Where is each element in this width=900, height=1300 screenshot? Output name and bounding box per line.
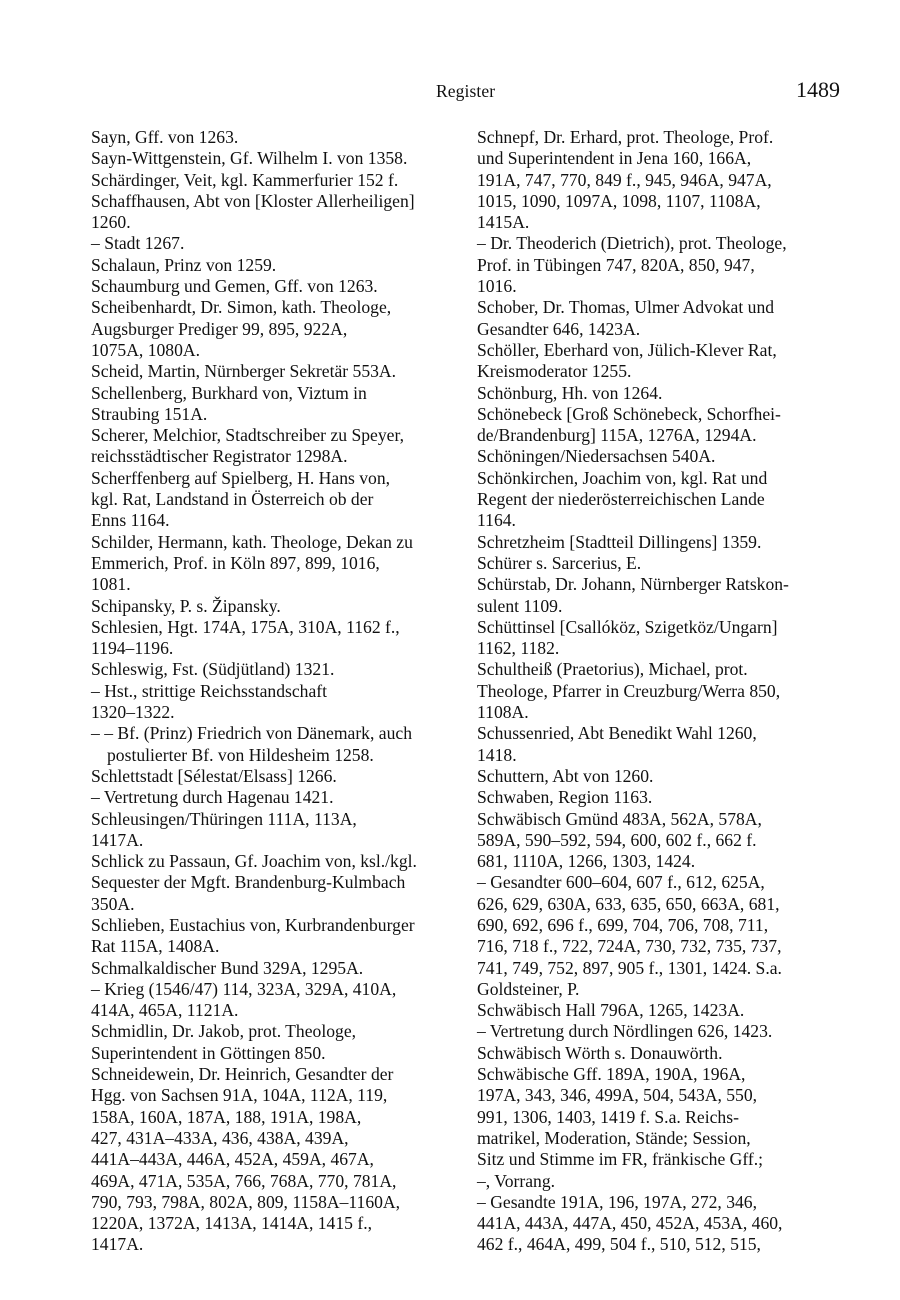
index-entry	[91, 468, 463, 532]
index-entry	[477, 574, 849, 617]
index-entry-line: Straubing 151A.	[91, 403, 208, 424]
index-entry-line: Scherffenberg auf Spielberg, H. Hans von,	[91, 467, 391, 488]
index-entry-line: Schürstab, Dr. Johann, Nürnberger Ratskon-	[477, 574, 789, 595]
index-column-right	[477, 127, 849, 1256]
index-entry	[477, 233, 849, 297]
index-entry-line: 427, 431A–433A, 436, 438A, 439A,	[91, 1127, 349, 1148]
index-entry-line: Schalaun, Prinz von 1259.	[91, 254, 277, 275]
index-entry-line: Gesandter 646, 1423A.	[477, 318, 641, 339]
index-entry-line: Schellenberg, Burkhard von, Viztum in	[91, 382, 367, 403]
index-entry-line: 191A, 747, 770, 849 f., 945, 946A, 947A,	[477, 169, 772, 190]
index-entry	[477, 787, 849, 808]
index-entry	[477, 1064, 849, 1192]
index-entry-line: Rat 115A, 1408A.	[91, 936, 220, 957]
index-entry-line: 1108A.	[477, 702, 529, 723]
running-head	[0, 77, 900, 106]
index-entry	[477, 468, 849, 532]
index-entry-line: Schipansky, P. s. Žipansky.	[91, 595, 281, 616]
index-entry-line: 991, 1306, 1403, 1419 f. S.a. Reichs-	[477, 1106, 739, 1127]
index-entry-line: Schwaben, Region 1163.	[477, 787, 653, 808]
index-entry	[477, 1000, 849, 1021]
index-entry-line: 441A, 443A, 447A, 450, 452A, 453A, 460,	[477, 1213, 783, 1234]
index-entry	[91, 255, 463, 276]
index-entry-line: Schober, Dr. Thomas, Ulmer Advokat und	[477, 297, 775, 318]
index-entry-line: Schlick zu Passaun, Gf. Joachim von, ksl./kgl.	[91, 851, 417, 872]
index-entry-line: Sequester der Mgft. Brandenburg-Kulmbach	[91, 872, 406, 893]
index-entry	[91, 1064, 463, 1256]
index-entry-line: 469A, 471A, 535A, 766, 768A, 770, 781A,	[91, 1170, 397, 1191]
index-entry-line: 197A, 343, 346, 499A, 504, 543A, 550,	[477, 1085, 758, 1106]
index-entry	[477, 340, 849, 383]
index-entry-line: 414A, 465A, 1121A.	[91, 1000, 239, 1021]
index-entry	[91, 851, 463, 915]
index-entry	[477, 1043, 849, 1064]
index-entry-line: –, Vorrang.	[477, 1170, 556, 1191]
index-entry-line: 1075A, 1080A.	[91, 339, 200, 360]
index-entry-line: Schaumburg und Gemen, Gff. von 1263.	[91, 276, 378, 297]
index-entry-line: matrikel, Moderation, Stände; Session,	[477, 1127, 751, 1148]
index-entry-line: Schleusingen/Thüringen 111A, 113A,	[91, 808, 357, 829]
index-entry-line: 350A.	[91, 893, 135, 914]
index-entry-line: Schleswig, Fst. (Südjütland) 1321.	[91, 659, 335, 680]
index-entry-line: 589A, 590–592, 594, 600, 602 f., 662 f.	[477, 829, 757, 850]
index-entry-line: reichsstädtischer Registrator 1298A.	[91, 446, 348, 467]
index-entry	[91, 1021, 463, 1064]
index-entry-line: 741, 749, 752, 897, 905 f., 1301, 1424. S.a.	[477, 957, 782, 978]
index-entry	[91, 170, 463, 191]
index-entry-line: 1415A.	[477, 212, 530, 233]
index-entry-line: Prof. in Tübingen 747, 820A, 850, 947,	[477, 254, 755, 275]
index-entry-line: Superintendent in Göttingen 850.	[91, 1042, 326, 1063]
index-entry	[91, 383, 463, 426]
index-entry	[91, 233, 463, 254]
index-entry	[91, 659, 463, 680]
index-entry-line: Schultheiß (Praetorius), Michael, prot.	[477, 659, 748, 680]
index-entry	[91, 787, 463, 808]
index-entry-line: Schmidlin, Dr. Jakob, prot. Theologe,	[91, 1021, 357, 1042]
index-entry-line: Schmalkaldischer Bund 329A, 1295A.	[91, 957, 364, 978]
index-entry-line: 1417A.	[91, 829, 144, 850]
index-entry-line: Schöningen/Niedersachsen 540A.	[477, 446, 716, 467]
index-entry-line: Schlieben, Eustachius von, Kurbrandenburger	[91, 914, 415, 935]
index-entry-line: 1015, 1090, 1097A, 1098, 1107, 1108A,	[477, 190, 761, 211]
index-entry-line: Schwäbisch Hall 796A, 1265, 1423A.	[477, 1000, 745, 1021]
index-entry-line: Schnepf, Dr. Erhard, prot. Theologe, Prof.	[477, 127, 774, 147]
index-entry-line: 158A, 160A, 187A, 188, 191A, 198A,	[91, 1106, 362, 1127]
index-entry-line: – Hst., strittige Reichsstandschaft	[91, 680, 328, 701]
index-entry	[91, 276, 463, 297]
index-entry	[91, 958, 463, 979]
index-entry-line: Schuttern, Abt von 1260.	[477, 765, 654, 786]
index-entry-line: Sayn, Gff. von 1263.	[91, 127, 239, 147]
index-entry-line: Scheibenhardt, Dr. Simon, kath. Theologe,	[91, 297, 392, 318]
index-entry-line: 462 f., 464A, 499, 504 f., 510, 512, 515,	[477, 1234, 761, 1255]
index-entry-line: Kreismoderator 1255.	[477, 361, 632, 382]
index-entry-line: 1081.	[91, 574, 131, 595]
index-entry	[91, 809, 463, 852]
index-entry-line: Schlesien, Hgt. 174A, 175A, 310A, 1162 f.,	[91, 616, 400, 637]
index-entry-line: – Stadt 1267.	[91, 233, 185, 254]
index-entry-line: 441A–443A, 446A, 452A, 459A, 467A,	[91, 1149, 374, 1170]
index-entry-line: 1162, 1182.	[477, 638, 560, 659]
index-entry	[91, 361, 463, 382]
index-entry-line: Schretzheim [Stadtteil Dillingens] 1359.	[477, 531, 762, 552]
index-entry-line: 1194–1196.	[91, 638, 174, 659]
index-entry	[477, 127, 849, 233]
index-entry-line: Schneidewein, Dr. Heinrich, Gesandter der	[91, 1064, 394, 1085]
index-entry-line: 1016.	[477, 276, 517, 297]
index-entry	[477, 1192, 849, 1256]
index-entry-line: Schlettstadt [Sélestat/Elsass] 1266.	[91, 765, 337, 786]
index-entry-line: – Vertretung durch Nördlingen 626, 1423.	[477, 1021, 773, 1042]
index-entry-line: Sitz und Stimme im FR, fränkische Gff.;	[477, 1149, 764, 1170]
index-entry-line: Schönebeck [Groß Schönebeck, Schorfhei-	[477, 403, 781, 424]
index-entry-line: Schwäbisch Gmünd 483A, 562A, 578A,	[477, 808, 762, 829]
index-entry-line: 690, 692, 696 f., 699, 704, 706, 708, 711,	[477, 914, 769, 935]
index-entry	[91, 979, 463, 1022]
index-entry-line: Schwäbische Gff. 189A, 190A, 196A,	[477, 1064, 746, 1085]
index-entry-line: Schüttinsel [Csallóköz, Szigetköz/Ungarn]	[477, 616, 778, 637]
index-entry-line: – – Bf. (Prinz) Friedrich von Dänemark, auch	[91, 723, 412, 744]
index-entry	[91, 148, 463, 169]
index-entry-line: – Krieg (1546/47) 114, 323A, 329A, 410A,	[91, 978, 397, 999]
index-entry-line: 790, 793, 798A, 802A, 809, 1158A–1160A,	[91, 1191, 401, 1212]
index-entry-line: 1164.	[477, 510, 516, 531]
index-entry-line: – Vertretung durch Hagenau 1421.	[91, 787, 334, 808]
index-entry-line: 1220A, 1372A, 1413A, 1414A, 1415 f.,	[91, 1213, 373, 1234]
index-entry-line: Schaffhausen, Abt von [Kloster Allerheiligen]	[91, 190, 415, 211]
index-column-left	[91, 127, 463, 1256]
index-entry-line: und Superintendent in Jena 160, 166A,	[477, 148, 752, 169]
index-entry-line: Enns 1164.	[91, 510, 170, 531]
index-entry	[477, 872, 849, 1000]
running-head-title: Register	[436, 81, 496, 101]
index-entry-line: – Gesandte 191A, 196, 197A, 272, 346,	[477, 1191, 758, 1212]
index-entry-line: 626, 629, 630A, 633, 635, 650, 663A, 681,	[477, 893, 780, 914]
index-entry	[477, 446, 849, 467]
index-entry-line: Schürer s. Sarcerius, E.	[477, 552, 642, 573]
index-entry-line: 1260.	[91, 212, 131, 233]
index-entry	[477, 532, 849, 553]
index-entry-line: 1418.	[477, 744, 517, 765]
index-entry-line: 1320–1322.	[91, 702, 175, 723]
index-entry-line: – Gesandter 600–604, 607 f., 612, 625A,	[477, 872, 765, 893]
index-entry-line: kgl. Rat, Landstand in Österreich ob der	[91, 489, 374, 510]
index-entry-line: Goldsteiner, P.	[477, 978, 580, 999]
index-entry-line: 716, 718 f., 722, 724A, 730, 732, 735, 737,	[477, 936, 782, 957]
index-entry	[477, 659, 849, 723]
index-entry	[91, 425, 463, 468]
index-entry	[91, 766, 463, 787]
index-entry-line: 681, 1110A, 1266, 1303, 1424.	[477, 851, 696, 872]
index-entry-line: sulent 1109.	[477, 595, 563, 616]
index-entry	[91, 596, 463, 617]
index-entry	[91, 617, 463, 660]
index-entry-line: Schöller, Eberhard von, Jülich-Klever Rat,	[477, 339, 777, 360]
index-entry	[91, 915, 463, 958]
index-entry	[477, 723, 849, 766]
index-entry-line: Schussenried, Abt Benedikt Wahl 1260,	[477, 723, 757, 744]
index-entry-line: Regent der niederösterreichischen Lande	[477, 489, 765, 510]
index-entry	[477, 553, 849, 574]
index-entry	[91, 681, 463, 724]
index-entry-line: Theologe, Pfarrer in Creuzburg/Werra 850,	[477, 680, 781, 701]
index-entry	[477, 766, 849, 787]
index-entry-line: Augsburger Prediger 99, 895, 922A,	[91, 318, 348, 339]
index-entry-line: de/Brandenburg] 115A, 1276A, 1294A.	[477, 425, 757, 446]
index-entry-line: Hgg. von Sachsen 91A, 104A, 112A, 119,	[91, 1085, 388, 1106]
index-entry-line: Schwäbisch Wörth s. Donauwörth.	[477, 1042, 723, 1063]
index-entry-line: Schönburg, Hh. von 1264.	[477, 382, 663, 403]
index-entry-line: Emmerich, Prof. in Köln 897, 899, 1016,	[91, 552, 380, 573]
index-entry	[477, 809, 849, 873]
index-entry-line: 1417A.	[91, 1234, 144, 1255]
page-number: 1489	[796, 77, 840, 102]
index-entry-line: postulierter Bf. von Hildesheim 1258.	[107, 744, 374, 765]
index-entry	[91, 127, 463, 148]
index-entry	[477, 617, 849, 660]
index-entry	[91, 723, 463, 766]
index-entry	[91, 191, 463, 234]
index-entry-line: Scherer, Melchior, Stadtschreiber zu Speyer,	[91, 425, 404, 446]
index-entry	[477, 404, 849, 447]
index-entry-line: Schärdinger, Veit, kgl. Kammerfurier 152 f.	[91, 169, 399, 190]
index-entry	[91, 297, 463, 361]
index-entry	[477, 1021, 849, 1042]
index-entry-line: Scheid, Martin, Nürnberger Sekretär 553A.	[91, 361, 397, 382]
index-entry-line: Schönkirchen, Joachim von, kgl. Rat und	[477, 467, 768, 488]
index-entry-line: – Dr. Theoderich (Dietrich), prot. Theologe,	[477, 233, 787, 254]
index-entry-line: Sayn-Wittgenstein, Gf. Wilhelm I. von 1358.	[91, 148, 408, 169]
index-entry	[91, 532, 463, 596]
index-entry-line: Schilder, Hermann, kath. Theologe, Dekan zu	[91, 531, 413, 552]
index-entry	[477, 297, 849, 340]
index-entry	[477, 383, 849, 404]
